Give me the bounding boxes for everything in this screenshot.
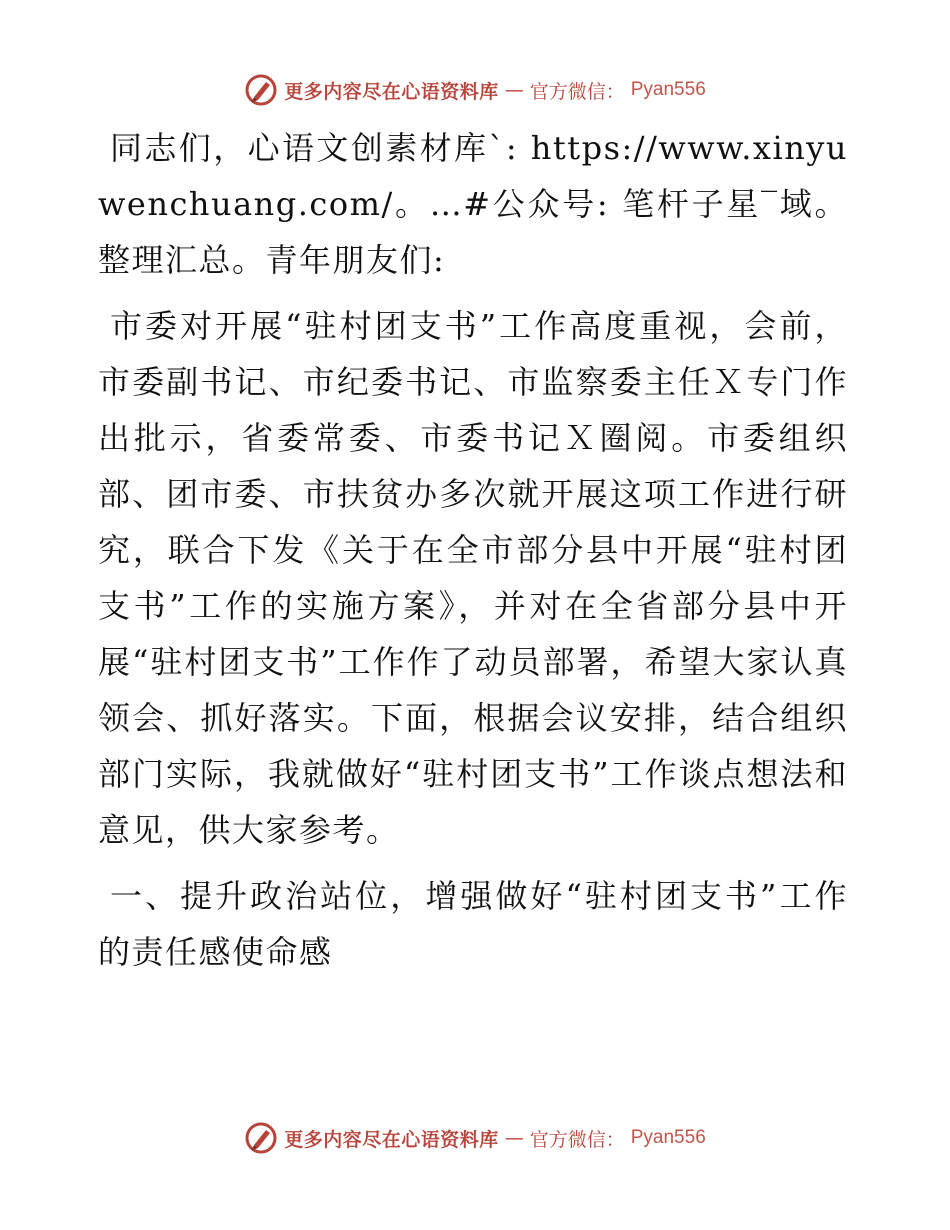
document-body — [98, 120, 848, 980]
section-heading: 一、提升政治站位，增强做好“驻村团支书”工作的责任感使命感 — [98, 877, 848, 971]
watermark-wechat-label: 官方微信： — [529, 1128, 625, 1151]
watermark-wechat-id: Pyan556 — [630, 1127, 706, 1148]
body-paragraph: 市委对开展“驻村团支书”工作高度重视，会前，市委副书记、市纪委书记、市监察委主任Ｘ专门作出批示，省委常委、市委书记Ｘ圈阅。市委组织部、团市委、市扶贫办多次就开展这项工作进行研究，联合下发《关于在全市部分县中开展“驻村团支书”工作的实施方案》，并对在全省部分县中开展“驻村团支书”工作作了动员部署，希望大家认真领会、抓好落实。下面，根据会议安排，结合组织部门实际，我就做好“驻村团支书”工作谈点想法和意见，供大家参考。 — [98, 307, 848, 849]
footer-watermark-banner — [0, 1118, 950, 1158]
pen-logo-icon — [244, 73, 278, 107]
watermark-dash: — — [504, 79, 524, 101]
watermark-brand-text: 更多内容尽在心语资料库 — [284, 80, 499, 103]
watermark-brand-text: 更多内容尽在心语资料库 — [284, 1128, 499, 1151]
pen-logo-icon — [244, 1121, 278, 1155]
header-watermark-banner — [0, 70, 950, 110]
intro-paragraph: 同志们，心语文创素材库`: https://www.xinyuwenchuang.com/。…#公众号: 笔杆子星‾域。整理汇总。青年朋友们: — [98, 129, 848, 279]
watermark-dash: — — [504, 1127, 524, 1149]
watermark-wechat-label: 官方微信： — [529, 80, 625, 103]
watermark-wechat-id: Pyan556 — [630, 79, 706, 100]
